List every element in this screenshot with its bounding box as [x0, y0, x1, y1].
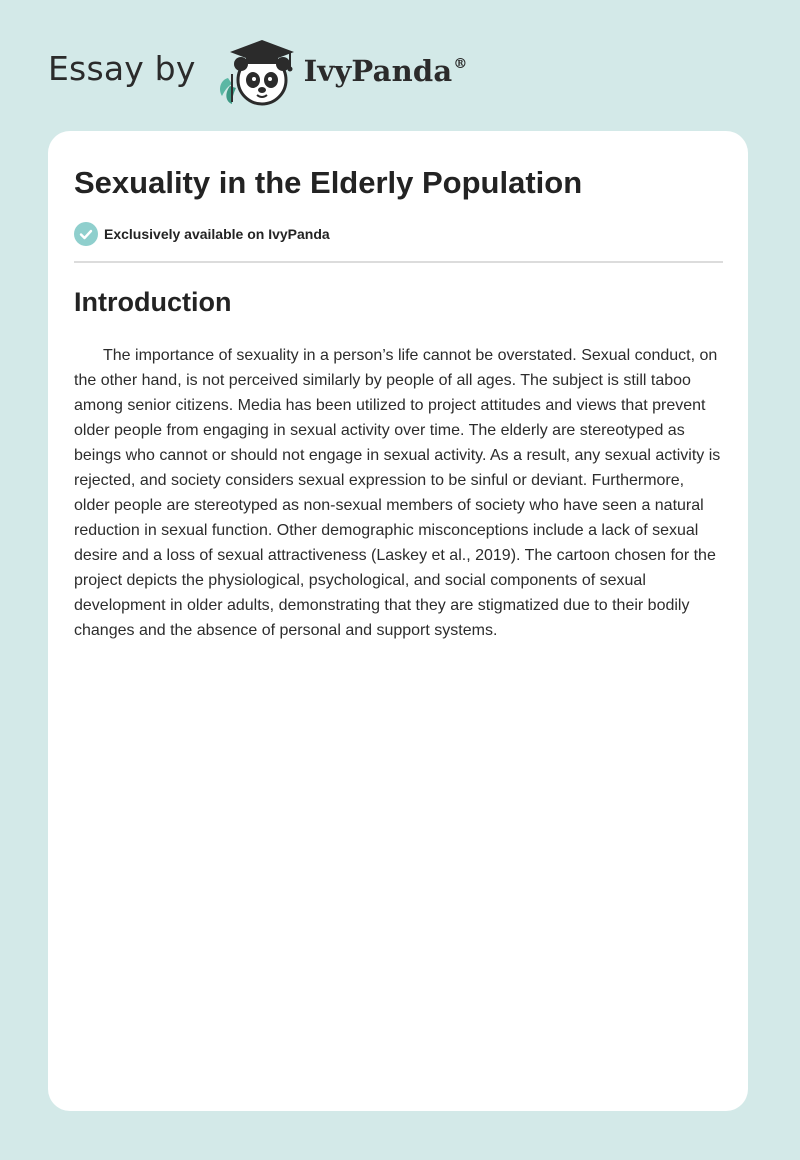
- essay-card: [48, 131, 748, 1111]
- title-divider: [74, 261, 723, 263]
- brand-prefix: Essay by: [48, 48, 196, 88]
- brand-name: IvyPanda®: [303, 54, 468, 88]
- page-title: Sexuality in the Elderly Population: [74, 165, 583, 200]
- exclusive-badge: [74, 222, 330, 246]
- panda-logo-icon: [212, 34, 298, 113]
- section-heading: Introduction: [74, 287, 232, 317]
- check-circle-icon: [74, 222, 98, 246]
- site-brand[interactable]: [48, 36, 468, 108]
- intro-paragraph: The importance of sexuality in a person’s life cannot be overstated. Sexual conduct, on the other hand, is not perceived similarly by people of all ages. The subject is still taboo among senior citizens. Media has been utilized to project attitudes and views that prevent older people from engaging in sexual activity over time. The elderly are stereotyped as beings who cannot or should not engage in sexual activity. As a result, any sexual activity is rejected, and society considers sexual expression to be sinful or deviant. Furthermore, older people are stereotyped as non-sexual members of society who have seen a natural reduction in sexual function. Other demographic misconceptions include a lack of sexual desire and a loss of sexual attractiveness (Laskey et al., 2019). The cartoon chosen for the project depicts the physiological, psychological, and social components of sexual development in older adults, demonstrating that they are stigmatized due to their bodily changes and the absence of personal and support systems.: [74, 347, 721, 639]
- badge-text: Exclusively available on IvyPanda: [104, 226, 330, 242]
